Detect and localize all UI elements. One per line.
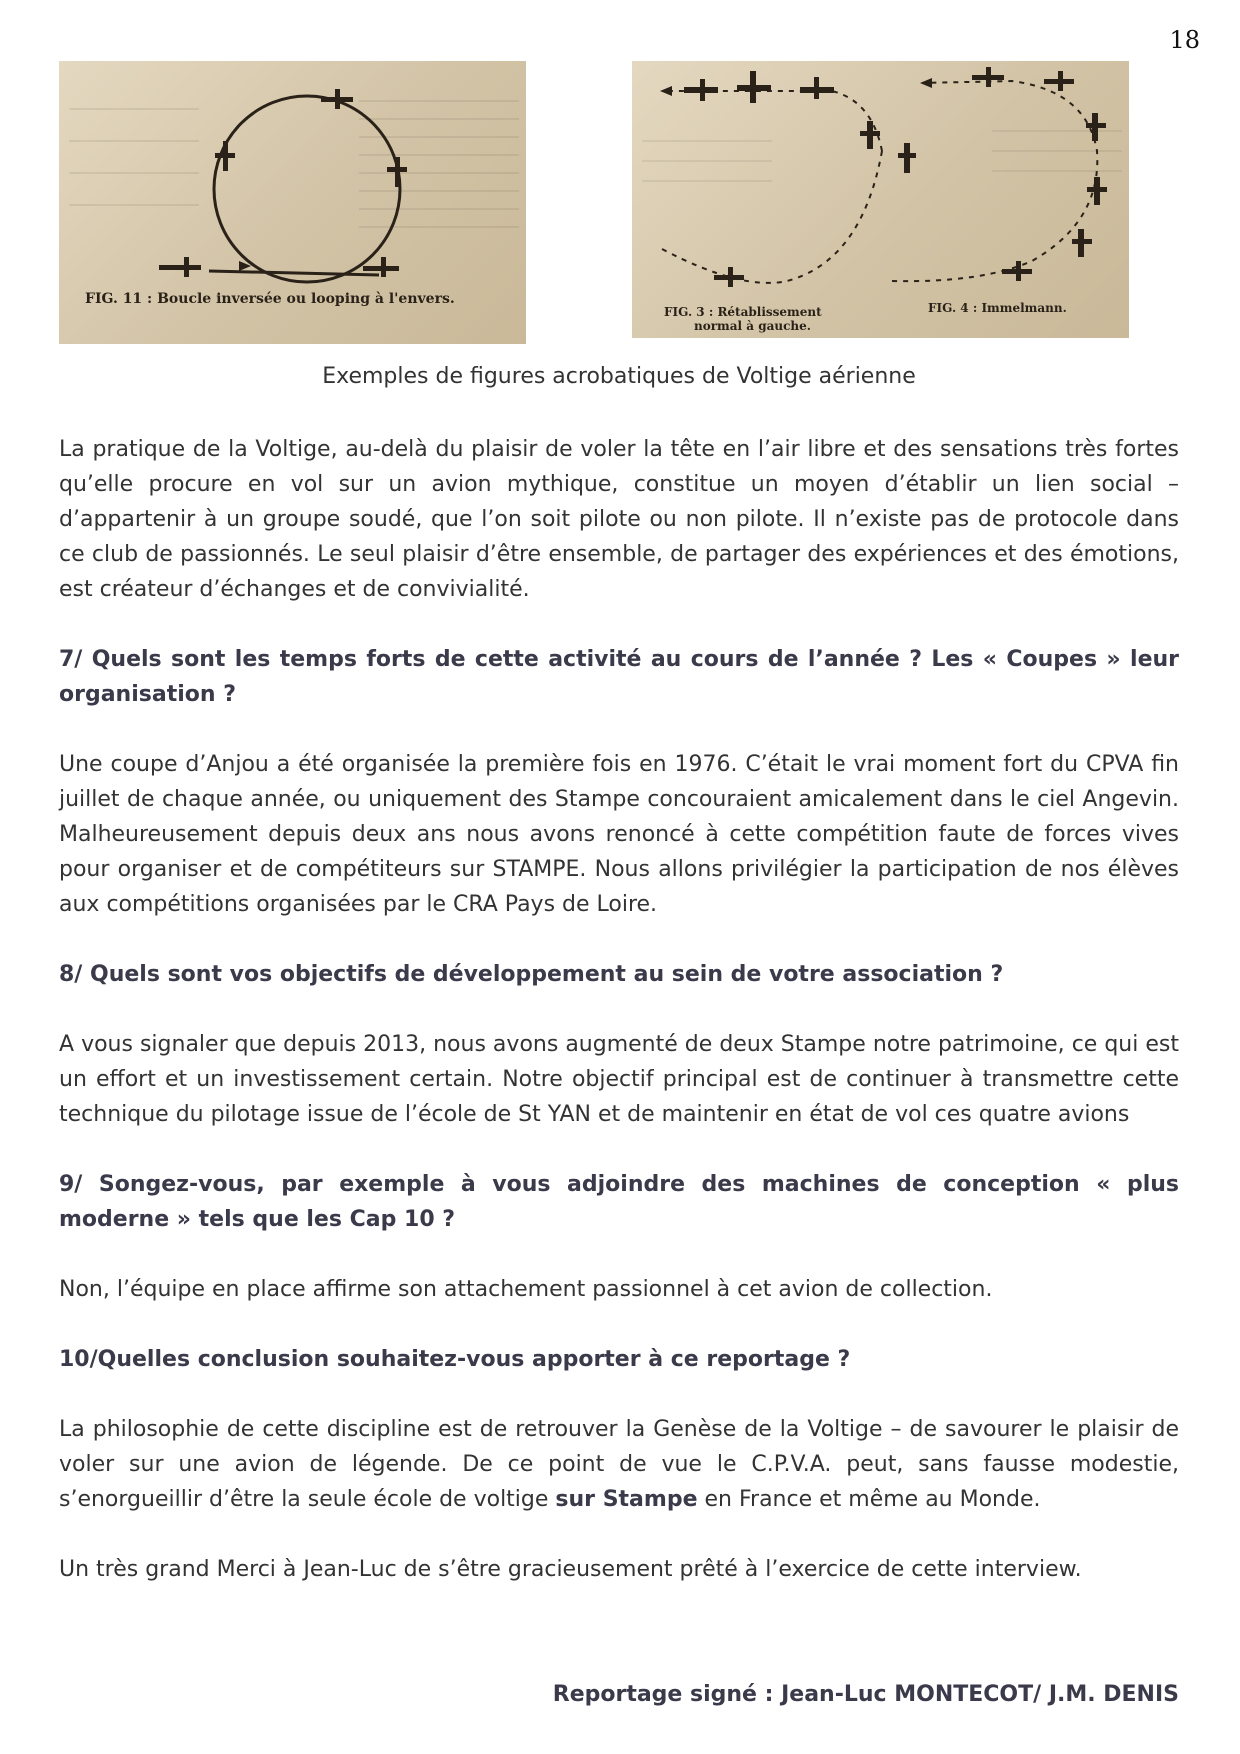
figure-3-caption-line1: FIG. 3 : Rétablissement	[664, 305, 822, 319]
figure-immelmann	[632, 61, 1129, 338]
answer-10-bold: sur Stampe	[555, 1487, 698, 1512]
figure-3-caption-line2: normal à gauche.	[694, 319, 811, 333]
article-body	[59, 432, 1179, 1587]
answer-9: Non, l’équipe en place affirme son attachement passionnel à cet avion de collection.	[59, 1277, 993, 1302]
figure-11-caption: FIG. 11 : Boucle inversée ou looping à l'envers.	[85, 291, 455, 307]
figures-caption: Exemples de figures acrobatiques de Voltige aérienne	[322, 364, 916, 389]
thanks-paragraph: Un très grand Merci à Jean-Luc de s’être gracieusement prêté à l’exercice de cette interview.	[59, 1557, 1082, 1582]
figure-4-caption: FIG. 4 : Immelmann.	[928, 301, 1067, 315]
answer-7: Une coupe d’Anjou a été organisée la première fois en 1976. C’était le vrai moment fort du CPVA fin juillet de chaque année, ou uniquement des Stampe concouraient amicalement dans le ciel Angevin. Malheureusement depuis deux ans nous avons renoncé à cette compétition faute de forces vives pour organiser et de compétiteurs sur STAMPE. Nous allons privilégier la participation de nos élèves aux compétitions organisées par le CRA Pays de Loire.	[59, 752, 1179, 917]
answer-8: A vous signaler que depuis 2013, nous avons augmenté de deux Stampe notre patrimoine, ce qui est un effort et un investissement certain. Notre objectif principal est de continuer à transmettre cette technique du pilotage issue de l’école de St YAN et de maintenir en état de vol ces quatre avions	[59, 1032, 1179, 1127]
question-8: 8/ Quels sont vos objectifs de développement au sein de votre association ?	[59, 962, 1004, 987]
figure-inverted-loop	[59, 61, 526, 344]
answer-10-part-2: en France et même au Monde.	[697, 1487, 1041, 1512]
question-7: 7/ Quels sont les temps forts de cette activité au cours de l’année ? Les « Coupes » leur organisation ?	[59, 647, 1179, 707]
signature: Reportage signé : Jean-Luc MONTECOT/ J.M. DENIS	[552, 1682, 1179, 1707]
question-10: 10/Quelles conclusion souhaitez-vous apporter à ce reportage ?	[59, 1347, 851, 1372]
immelmann-diagram	[632, 61, 1129, 338]
figure-3-caption	[664, 305, 822, 333]
question-9: 9/ Songez-vous, par exemple à vous adjoindre des machines de conception « plus moderne » tels que les Cap 10 ?	[59, 1172, 1179, 1232]
page-number: 18	[1169, 26, 1200, 54]
answer-10-part-1: La philosophie de cette discipline est de retrouver la Genèse de la Voltige – de savourer le plaisir de voler sur une avion de légende. De ce point de vue le C.P.V.A. peut, sans fausse modestie, s’enorgueillir d’être la seule école de voltige	[59, 1417, 1179, 1512]
answer-10	[59, 1412, 1179, 1517]
paragraph-intro: La pratique de la Voltige, au-delà du plaisir de voler la tête en l’air libre et des sensations très fortes qu’elle procure en vol sur un avion mythique, constitue un moyen d’établir un lien social – d’appartenir à un groupe soudé, que l’on soit pilote ou non pilote. Il n’existe pas de protocole dans ce club de passionnés. Le seul plaisir d’être ensemble, de partager des expériences et des émotions, est créateur d’échanges et de convivialité.	[59, 437, 1179, 602]
